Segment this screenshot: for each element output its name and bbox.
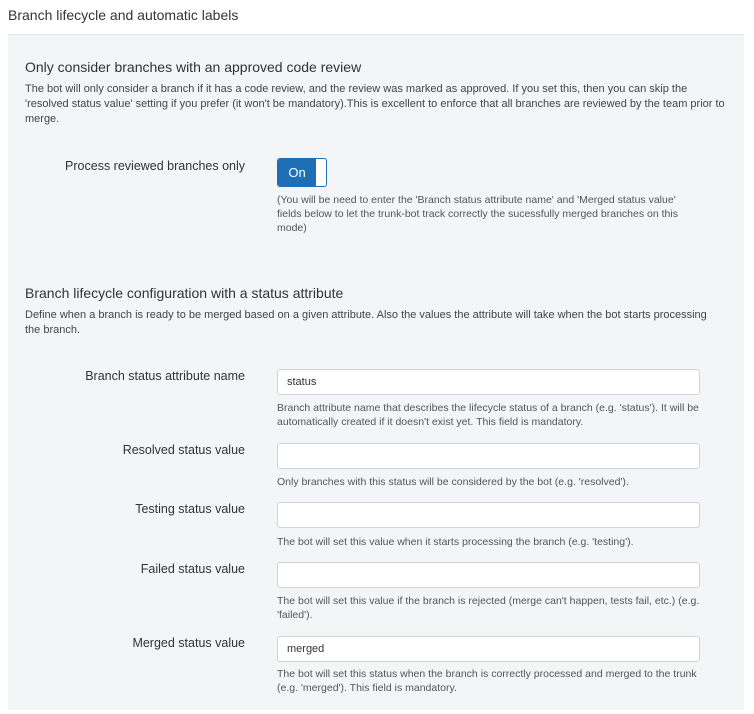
merged-status-help: The bot will set this status when the branch is correctly processed and merged to the trunk (e.g. 'merged'). This field is mandatory.	[277, 668, 697, 694]
review-section-description: The bot will only consider a branch if it has a code review, and the review was marked as approved. If you set this, then you can skip the 'resolved status value' setting if you prefer (it won't be mandatory).This is excellent to enforce that all branches are reviewed by the team prior to merge.	[25, 83, 725, 125]
lifecycle-section-description: Define when a branch is ready to be merged based on a given attribute. Also the values the attribute will take when the bot starts processing the branch.	[25, 309, 707, 336]
merged-status-label: Merged status value	[132, 636, 245, 650]
status-attribute-input[interactable]	[277, 369, 700, 395]
page-title: Branch lifecycle and automatic labels	[8, 7, 239, 23]
failed-status-label: Failed status value	[140, 562, 245, 576]
lifecycle-section-title: Branch lifecycle configuration with a status attribute	[25, 285, 344, 301]
resolved-status-help: Only branches with this status will be considered by the bot (e.g. 'resolved').	[277, 476, 629, 488]
resolved-status-label: Resolved status value	[122, 443, 245, 457]
process-reviewed-help: (You will be need to enter the 'Branch status attribute name' and 'Merged status value' fields below to let the trunk-bot track correctly the sucessfully merged branches on this mode)	[277, 194, 678, 234]
resolved-status-input[interactable]	[277, 443, 700, 469]
failed-status-help: The bot will set this value if the branch is rejected (merge can't happen, tests fail, etc.) (e.g. 'failed').	[277, 595, 700, 621]
toggle-on-label: On	[278, 159, 316, 186]
testing-status-input[interactable]	[277, 502, 700, 528]
process-reviewed-label: Process reviewed branches only	[65, 159, 245, 173]
failed-status-input[interactable]	[277, 562, 700, 588]
settings-panel	[8, 34, 744, 710]
testing-status-help: The bot will set this value when it starts processing the branch (e.g. 'testing').	[277, 536, 634, 548]
testing-status-label: Testing status value	[135, 502, 245, 516]
review-section-title: Only consider branches with an approved code review	[25, 59, 362, 75]
merged-status-input[interactable]	[277, 636, 700, 662]
status-attribute-help: Branch attribute name that describes the lifecycle status of a branch (e.g. 'status'). It will be automatically created if it doesn't exist yet. This field is mandatory.	[277, 402, 699, 428]
process-reviewed-toggle[interactable]	[277, 158, 327, 187]
status-attribute-label: Branch status attribute name	[85, 369, 245, 383]
